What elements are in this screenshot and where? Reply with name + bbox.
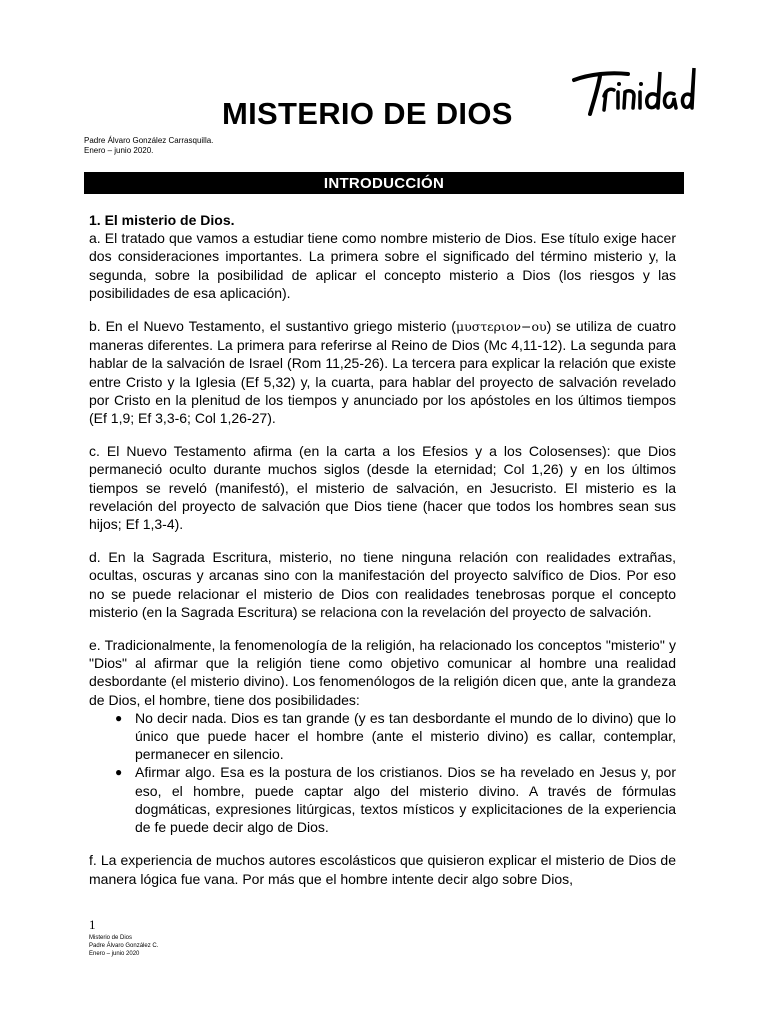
date-line: Enero – junio 2020. — [84, 146, 154, 155]
greek-term: μυστεριον−ου — [455, 319, 547, 335]
paragraph-f: f. La experiencia de muchos autores escolásticos que quisieron explicar el misterio de Dios de manera lógica fue vana. Por más que el hombre intente decir algo sobre Dios, — [89, 852, 676, 887]
page-title: MISTERIO DE DIOS — [222, 96, 513, 131]
handwritten-note — [570, 62, 698, 120]
paragraph-b — [89, 317, 676, 427]
footer-line: Misterio de Dios — [89, 935, 133, 941]
paragraph-b-end: ) se utiliza de cuatro maneras diferentes. La primera para referirse al Reino de Dios (Mc 4,11-12). La segunda para hablar de la salvación de Israel (Rom 11,25-26). La tercera para explicar la relación que existe entre Cristo y la Iglesia (Ef 5,32) y, la cuarta, para hablar del proyecto de salvación revelado por Cristo en la plenitud de los tiempos y anunciado por los apóstoles en los últimos tiempos (Ef 1,9; Ef 3,3-6; Col 1,26-27). — [89, 318, 676, 427]
list-item-text: No decir nada. Dios es tan grande (y es tan desbordante el mundo de lo divino) que lo único que puede hacer el hombre (ante el misterio divino) es callar, contemplar, permanecer en silencio. — [135, 709, 676, 763]
body-content — [89, 211, 676, 888]
footer-line: Enero – junio 2020 — [89, 951, 140, 957]
footer-line: Padre Álvaro González C. — [89, 943, 159, 949]
paragraph-d: d. En la Sagrada Escritura, misterio, no tiene ninguna relación con realidades extrañas, ocultas, oscuras y arcanas sino con la manifestación del proyecto salvífico de Dios. Por eso no se puede relacionar el misterio de Dios con realidades tenebrosas porque el concepto misterio (en la Sagrada Escritura) se relaciona con la revelación del proyecto de salvación. — [89, 549, 676, 620]
bullet-icon: ● — [115, 765, 123, 780]
bullet-icon: ● — [115, 710, 123, 725]
section-heading: 1. El misterio de Dios. — [89, 212, 235, 228]
author-block — [84, 136, 213, 156]
section-banner: INTRODUCCIÓN — [84, 172, 684, 194]
list-item-text: Afirmar algo. Esa es la postura de los cristianos. Dios se ha revelado en Jesus y, por eso, el hombre, puede captar algo del misterio divino. A través de fórmulas dogmáticas, expresiones litúrgicas, textos místicos y explicitaciones de la experiencia de fe puede decir algo de Dios. — [135, 764, 676, 836]
page-number: 1 — [89, 917, 96, 932]
page-footer — [89, 918, 158, 958]
bullet-list — [89, 709, 676, 836]
paragraph-e: e. Tradicionalmente, la fenomenología de la religión, ha relacionado los conceptos "misterio" y "Dios" al afirmar que la religión tiene como objetivo comunicar al hombre una realidad desbordante (el misterio divino). Los fenomenólogos de la religión dicen que, ante la grandeza de Dios, el hombre, tiene dos posibilidades: — [89, 637, 676, 708]
list-item — [115, 709, 676, 764]
list-item — [115, 763, 676, 836]
paragraph-b-start: b. En el Nuevo Testamento, el sustantivo griego misterio ( — [89, 318, 456, 335]
author-line: Padre Álvaro González Carrasquilla. — [84, 136, 214, 145]
paragraph-a: a. El tratado que vamos a estudiar tiene como nombre misterio de Dios. Ese título exige hacer dos consideraciones importantes. La primera sobre el significado del término misterio y, la segunda, sobre la posibilidad de aplicar el concepto misterio a Dios (los riesgos y las posibilidades de esa aplicación). — [89, 230, 676, 301]
paragraph-c: c. El Nuevo Testamento afirma (en la carta a los Efesios y a los Colosenses): que Dios permaneció oculto durante muchos siglos (desde la eternidad; Col 1,26) y en los últimos tiempos se reveló (manifestó), el misterio de salvación, en Jesucristo. El misterio es la revelación del proyecto de salvación que Dios tiene (hacer que todos los hombres sean sus hijos; Ef 1,3-4). — [89, 443, 676, 533]
